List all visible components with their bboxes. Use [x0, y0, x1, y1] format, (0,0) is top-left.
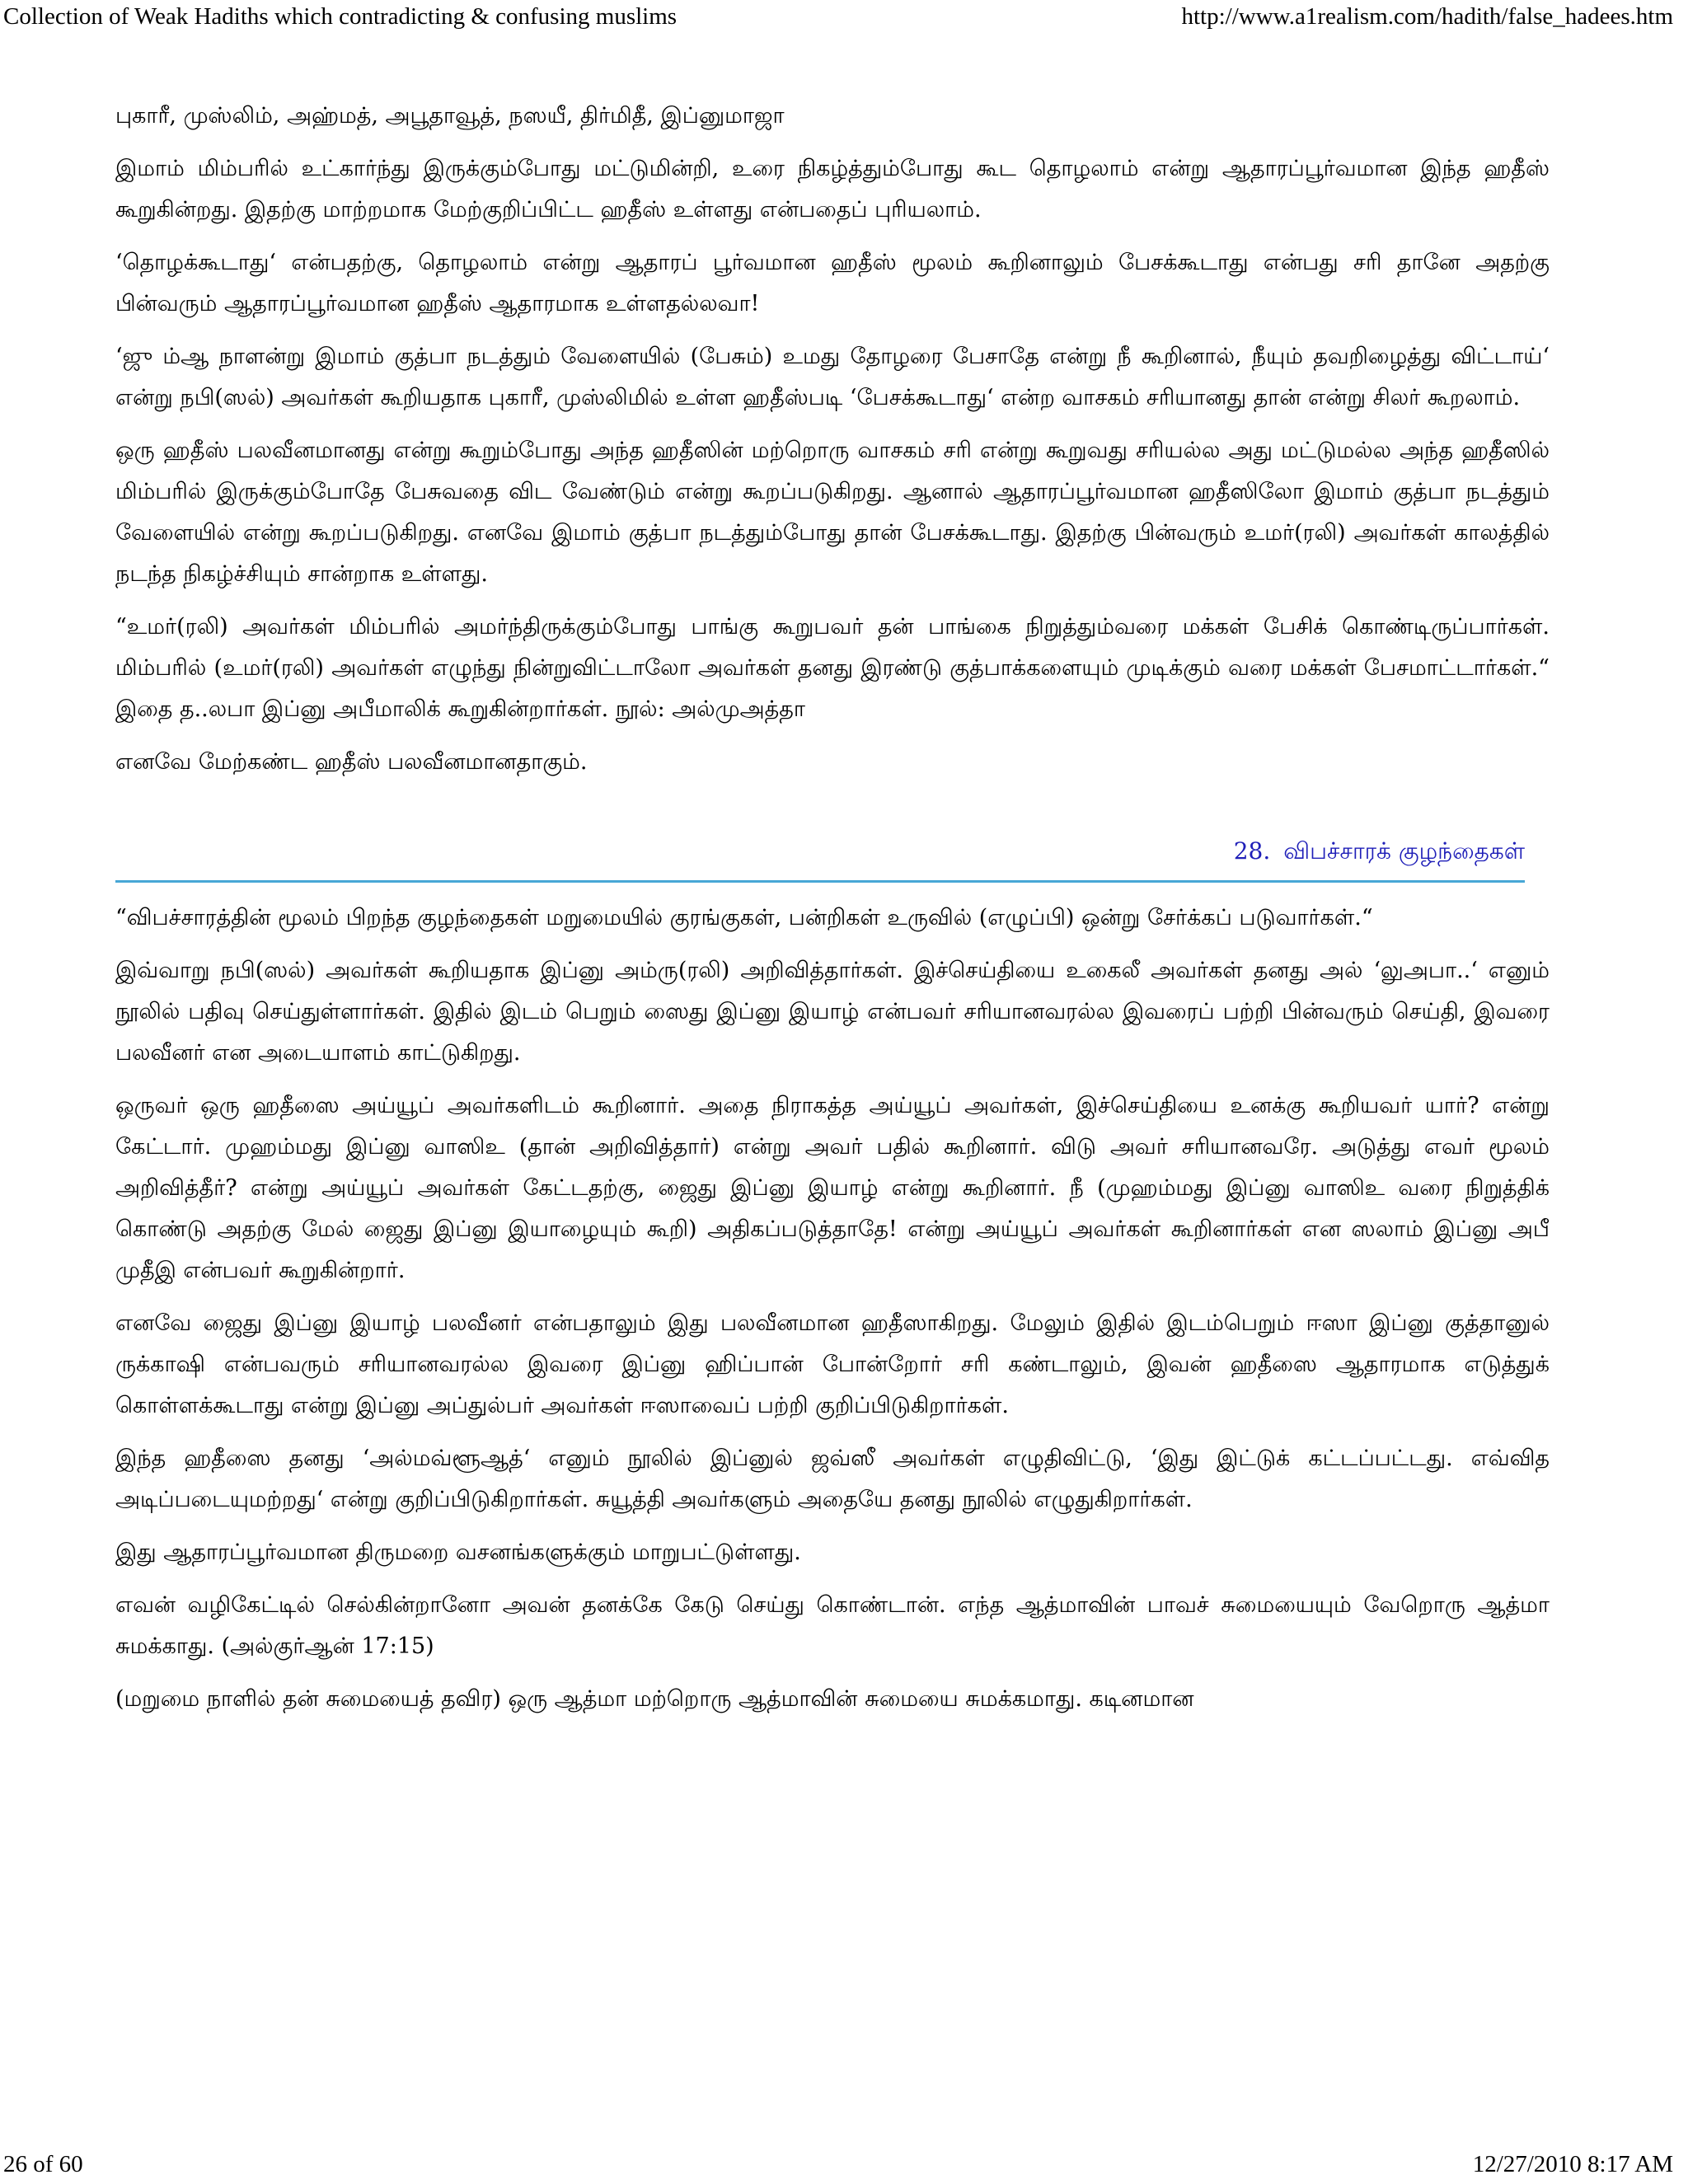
document-title: Collection of Weak Hadiths which contradicting & confusing muslims	[3, 3, 678, 30]
page-number: 26 of 60	[3, 2151, 83, 2177]
paragraph: இந்த ஹதீஸை தனது ‘அல்மவ்ளூஆத்‘ எனும் நூலில் இப்னுல் ஜவ்ஸீ அவர்கள் எழுதிவிட்டு, ‘இது இட்டுக் கட்டப்பட்டது. எவ்வித அடிப்படையுமற்றது‘ என்று குறிப்பிடுகிறார்கள். சுயூத்தி அவர்களும் அதையே தனது நூலில் எழுதுகிறார்கள்.	[115, 1446, 1550, 1512]
print-header	[0, 0, 1688, 33]
paragraph: (மறுமை நாளில் தன் சுமையைத் தவிர) ஒரு ஆத்மா மற்றொரு ஆத்மாவின் சுமையை சுமக்கமாது. கடினமான	[115, 1686, 1194, 1712]
paragraph: இமாம் மிம்பரில் உட்கார்ந்து இருக்கும்போது மட்டுமின்றி, உரை நிகழ்த்தும்போது கூட தொழலாம் என்று ஆதாரப்பூர்வமான இந்த ஹதீஸ் கூறுகின்றது. இதற்கு மாற்றமாக மேற்குறிப்பிட்ட ஹதீஸ் உள்ளது என்பதைப் புரியலாம்.	[115, 156, 1550, 223]
paragraph: “விபச்சாரத்தின் மூலம் பிறந்த குழந்தைகள் மறுமையில் குரங்குகள், பன்றிகள் உருவில் (எழுப்பி) ஒன்று சேர்க்கப் படுவார்கள்.“	[115, 905, 1373, 930]
section-number: 28.	[1233, 837, 1271, 865]
paragraph: புகாரீ, முஸ்லிம், அஹ்மத், அபூதாவூத், நஸயீ, திர்மிதீ, இப்னுமாஜா	[115, 103, 785, 129]
paragraph: ‘தொழக்கூடாது‘ என்பதற்கு, தொழலாம் என்று ஆதாரப் பூர்வமான ஹதீஸ் மூலம் கூறினாலும் பேசக்கூடாது என்பது சரி தானே அதற்கு பின்வரும் ஆதாரப்பூர்வமான ஹதீஸ் ஆதாரமாக உள்ளதல்லவா!	[115, 250, 1550, 316]
section-divider	[115, 880, 1525, 883]
section-heading	[115, 831, 1525, 872]
paragraph: எனவே ஜைது இப்னு இயாழ் பலவீனர் என்பதாலும் இது பலவீனமான ஹதீஸாகிறது. மேலும் இதில் இடம்பெறும் ஈஸா இப்னு குத்தானுல் ருக்காஷி என்பவரும் சரியானவரல்ல இவரை இப்னு ஹிப்பான் போன்றோர் சரி கண்டாலும், இவன் ஹதீஸை ஆதாரமாக எடுத்துக் கொள்ளக்கூடாது என்று இப்னு அப்துல்பர் அவர்கள் ஈஸாவைப் பற்றி குறிப்பிடுகிறார்கள்.	[115, 1310, 1550, 1418]
paragraph: ஒரு ஹதீஸ் பலவீனமானது என்று கூறும்போது அந்த ஹதீஸின் மற்றொரு வாசகம் சரி என்று கூறுவது சரியல்ல அது மட்டுமல்ல அந்த ஹதீஸில் மிம்பரில் இருக்கும்போதே பேசுவதை விட வேண்டும் என்று கூறப்படுகிறது. ஆனால் ஆதாரப்பூர்வமான ஹதீஸிலோ இமாம் குத்பா நடத்தும் வேளையில் என்று கூறப்படுகிறது. எனவே இமாம் குத்பா நடத்தும்போது தான் பேசக்கூடாது. இதற்கு பின்வரும் உமர்(ரலி) அவர்கள் காலத்தில் நடந்த நிகழ்ச்சியும் சான்றாக உள்ளது.	[115, 438, 1550, 587]
paragraph: இவ்வாறு நபி(ஸல்) அவர்கள் கூறியதாக இப்னு அம்ரு(ரலி) அறிவித்தார்கள். இச்செய்தியை உகைலீ அவர்கள் தனது அல் ‘லுஅபா..‘ எனும் நூலில் பதிவு செய்துள்ளார்கள். இதில் இடம் பெறும் ஸைது இப்னு இயாழ் என்பவர் சரியானவரல்ல இவரைப் பற்றி பின்வரும் செய்தி, இவரை பலவீனர் என அடையாளம் காட்டுகிறது.	[115, 958, 1550, 1066]
page-content	[115, 96, 1550, 2131]
paragraph: ‘ஜு ம்ஆ நாளன்று இமாம் குத்பா நடத்தும் வேளையில் (பேசும்) உமது தோழரை பேசாதே என்று நீ கூறினால், நீயும் தவறிழைத்து விட்டாய்‘ என்று நபி(ஸல்) அவர்கள் கூறியதாக புகாரீ, முஸ்லிமில் உள்ள ஹதீஸ்படி ‘பேசக்கூடாது‘ என்ற வாசகம் சரியானது தான் என்று சிலர் கூறலாம்.	[115, 344, 1550, 410]
paragraph: இது ஆதாரப்பூர்வமான திருமறை வசனங்களுக்கும் மாறுபட்டுள்ளது.	[115, 1540, 801, 1565]
print-footer	[0, 2148, 1688, 2181]
print-datetime: 12/27/2010 8:17 AM	[1472, 2151, 1673, 2177]
paragraph: “உமர்(ரலி) அவர்கள் மிம்பரில் அமர்ந்திருக்கும்போது பாங்கு கூறுபவர் தன் பாங்கை நிறுத்தும்வரை மக்கள் பேசிக் கொண்டிருப்பார்கள். மிம்பரில் (உமர்(ரலி) அவர்கள் எழுந்து நின்றுவிட்டாலோ அவர்கள் தனது இரண்டு குத்பாக்களையும் முடிக்கும் வரை மக்கள் பேசமாட்டார்கள்.“ இதை த..லபா இப்னு அபீமாலிக் கூறுகின்றார்கள். நூல்: அல்முஅத்தா	[115, 614, 1550, 722]
section-title: விபச்சாரக் குழந்தைகள்	[1283, 837, 1525, 865]
paragraph: ஒருவர் ஒரு ஹதீஸை அய்யூப் அவர்களிடம் கூறினார். அதை நிராகத்த அய்யூப் அவர்கள், இச்செய்தியை உனக்கு கூறியவர் யார்? என்று கேட்டார். முஹம்மது இப்னு வாஸிஉ (தான் அறிவித்தார்) என்று அவர் பதில் கூறினார். விடு அவர் சரியானவரே. அடுத்து எவர் மூலம் அறிவித்தீர்? என்று அய்யூப் அவர்கள் கேட்டதற்கு, ஜைது இப்னு இயாழ் என்று கூறினார். நீ (முஹம்மது இப்னு வாஸிஉ வரை நிறுத்திக் கொண்டு அதற்கு மேல் ஜைது இப்னு இயாழையும் கூறி) அதிகப்படுத்தாதே! என்று அய்யூப் அவர்கள் கூறினார்கள் என ஸலாம் இப்னு அபீ முதீஇ என்பவர் கூறுகின்றார்.	[115, 1093, 1550, 1283]
paragraph: எவன் வழிகேட்டில் செல்கின்றானோ அவன் தனக்கே கேடு செய்து கொண்டான். எந்த ஆத்மாவின் பாவச் சுமையையும் வேறொரு ஆத்மா சுமக்காது. (அல்குர்ஆன் 17:15)	[115, 1592, 1550, 1659]
paragraph: எனவே மேற்கண்ட ஹதீஸ் பலவீனமானதாகும்.	[115, 749, 588, 775]
source-url[interactable]: http://www.a1realism.com/hadith/false_hadees.htm	[1181, 3, 1673, 30]
